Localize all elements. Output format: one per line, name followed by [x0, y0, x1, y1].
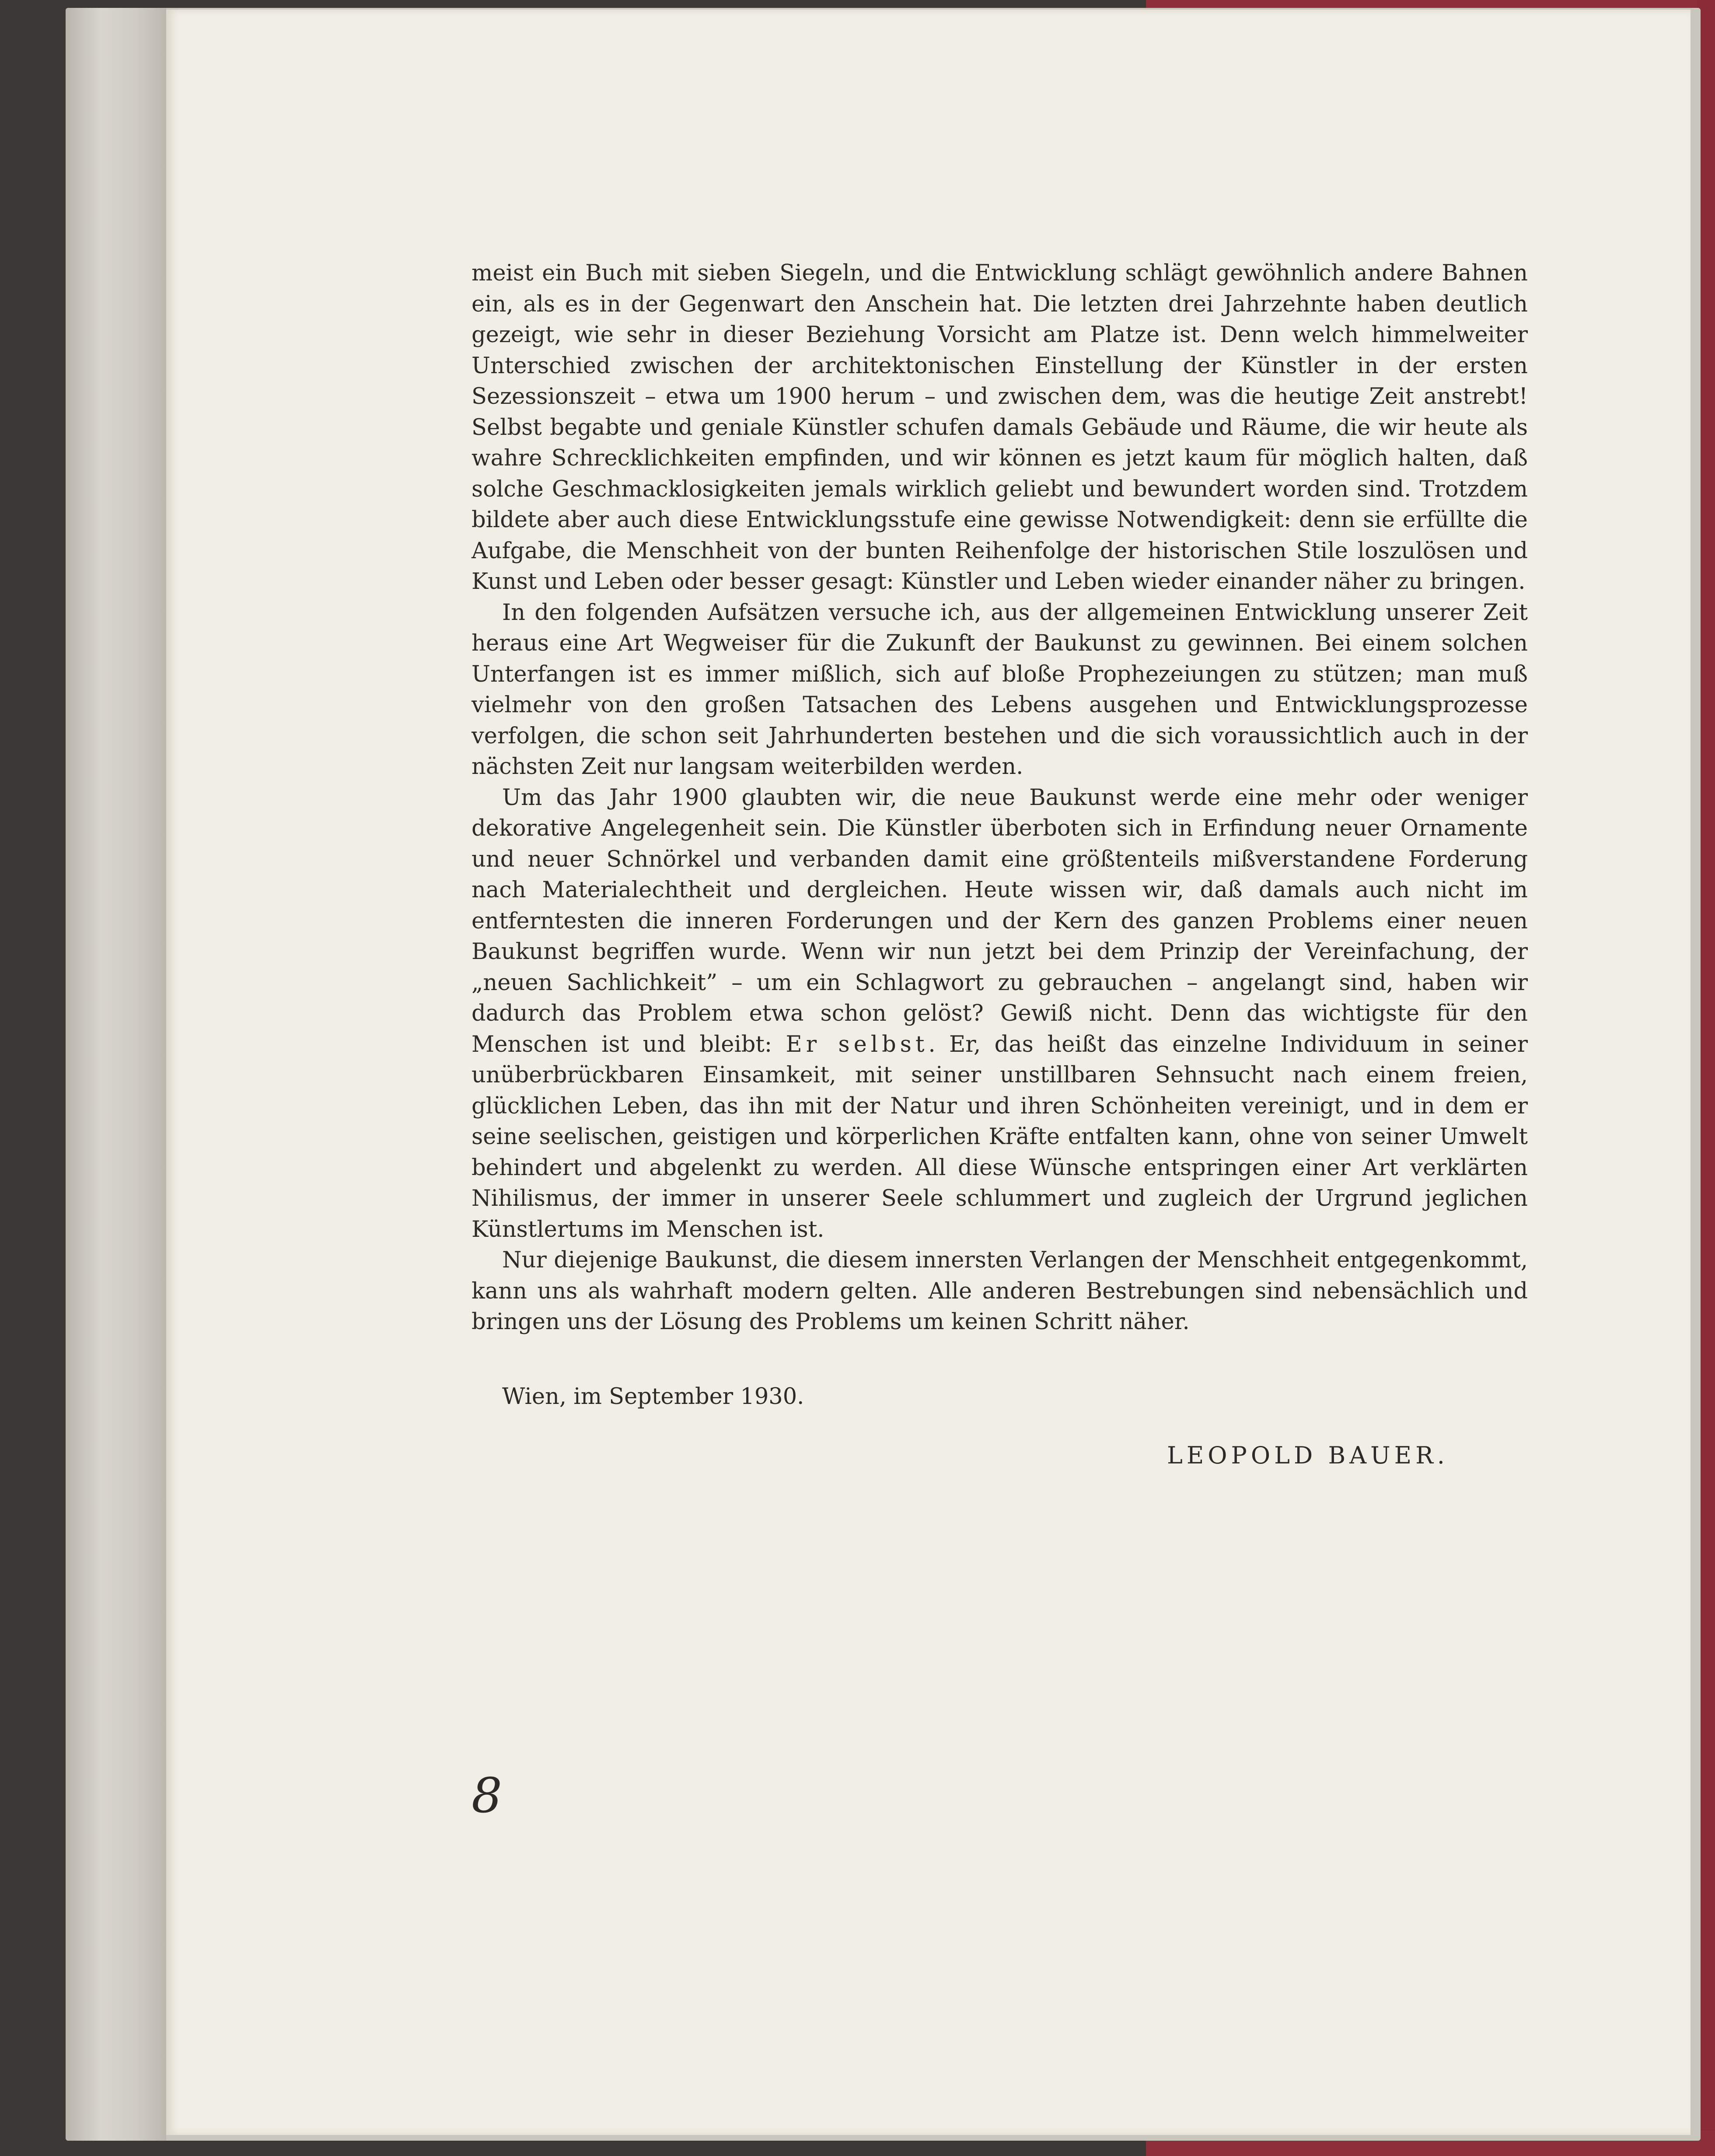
paragraph-4: [472, 1245, 1528, 1338]
paragraph-1: [472, 258, 1528, 598]
paragraph-3-emphasis: Er selbst: [786, 1031, 929, 1057]
paragraph-4-text: Nur diejenige Baukunst, die diesem innersten Verlangen der Menschheit entgegenkommt, kann uns als wahrhaft modern gelten. Alle anderen Bestrebungen sind nebensächlich und bringen uns der Lösung des Problems um keinen Schritt näher.: [472, 1247, 1528, 1335]
paragraph-3-text-b: . Er, das heißt das einzelne Individuum in seiner unüberbrückbaren Einsamkeit, mit seiner unstillbaren Sehnsucht nach einem freien, glücklichen Leben, das ihn mit der Natur und ihren Schönheiten vereinigt, und in dem er seine seelischen, geistigen und körperlichen Kräfte entfalten kann, ohne von seiner Umwelt behindert und abgelenkt zu werden. All diese Wünsche entspringen einer Art verklärten Nihilismus, der immer in unserer Seele schlummert und zugleich der Urgrund jeglichen Künstlertums im Menschen ist.: [472, 1031, 1528, 1242]
paragraph-1-text: meist ein Buch mit sieben Siegeln, und die Entwicklung schlägt gewöhnlich andere Bahnen ein, als es in der Gegenwart den Anschein hat. Die letzten drei Jahrzehnte haben deutlich gezeigt, wie sehr in dieser Beziehung Vorsicht am Platze ist. Denn welch himmelweiter Unterschied zwischen der architektonischen Einstellung der Künstler in der ersten Sezessionszeit – etwa um 1900 herum – und zwischen dem, was die heutige Zeit anstrebt! Selbst begabte und geniale Künstler schufen damals Gebäude und Räume, die wir heute als wahre Schrecklichkeiten empfinden, und wir können es jetzt kaum für möglich halten, daß solche Geschmacklosigkeiten jemals wirklich geliebt und bewundert worden sind. Trotzdem bildete aber auch diese Entwicklungsstufe eine gewisse Notwendigkeit: denn sie erfüllte die Aufgabe, die Menschheit von der bunten Reihenfolge der historischen Stile loszulösen und Kunst und Leben oder besser gesagt: Künstler und Leben wieder einander näher zu bringen.: [472, 260, 1528, 595]
author-signature: LEOPOLD BAUER.: [1167, 1442, 1449, 1469]
place-date-line: Wien, im September 1930.: [502, 1384, 804, 1410]
page-number: 8: [472, 1768, 502, 1824]
book-binding-strip: [66, 8, 166, 2141]
paragraph-2-text: In den folgenden Aufsätzen versuche ich, aus der allgemeinen Entwicklung unserer Zeit heraus eine Art Wegweiser für die Zukunft der Baukunst zu gewinnen. Bei einem solchen Unterfangen ist es immer mißlich, sich auf bloße Prophezeiungen zu stützen; man muß vielmehr von den großen Tatsachen des Lebens ausgehen und Entwicklungsprozesse verfolgen, die schon seit Jahrhunderten bestehen und die sich voraussichtlich auch in der nächsten Zeit nur langsam weiterbilden werden.: [472, 599, 1528, 780]
body-text: [472, 258, 1528, 1338]
paragraph-2: [472, 598, 1528, 783]
paragraph-3: [472, 783, 1528, 1246]
paragraph-3-text-a: Um das Jahr 1900 glaubten wir, die neue Baukunst werde eine mehr oder weniger dekorative Angelegenheit sein. Die Künstler überboten sich in Erfindung neuer Ornamente und neuer Schnörkel und verbanden damit eine größtenteils mißverstandene Forderung nach Materialechtheit und dergleichen. Heute wissen wir, daß damals auch nicht im entferntesten die inneren Forderungen und der Kern des ganzen Problems einer neuen Baukunst begriffen wurde. Wenn wir nun jetzt bei dem Prinzip der Vereinfachung, der „neuen Sachlichkeit” – um ein Schlagwort zu gebrauchen – angelangt sind, haben wir dadurch das Problem etwa schon gelöst? Gewiß nicht. Denn das wichtigste für den Menschen ist und bleibt:: [472, 784, 1528, 1057]
